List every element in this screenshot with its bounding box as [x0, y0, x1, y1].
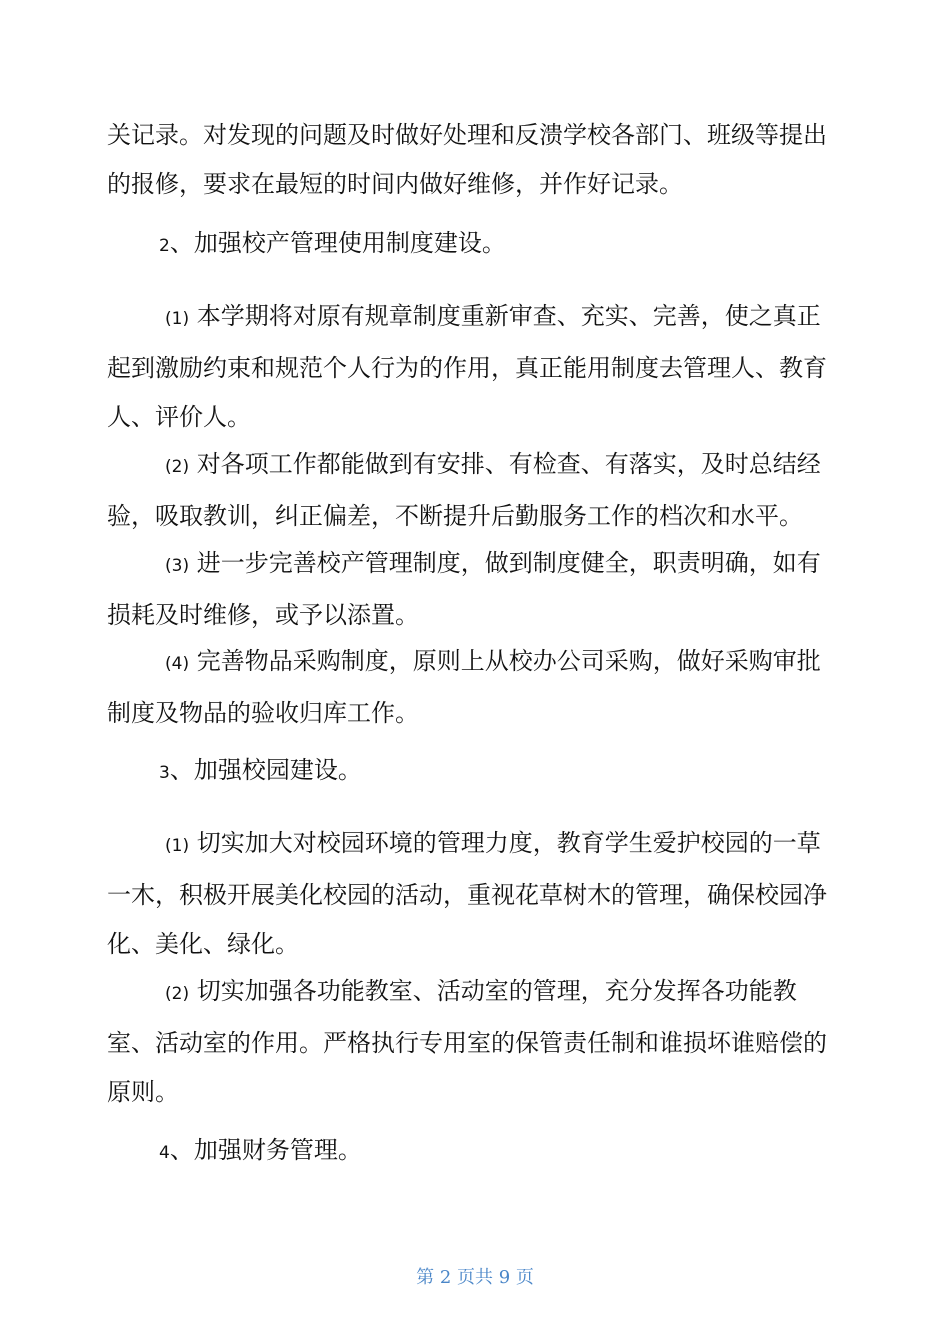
paragraph-text: 完善物品采购制度，原则上从校办公司采购，做好采购审批制度及物品的验收归库工作。 — [107, 647, 821, 727]
paragraph-text: 切实加大对校园环境的管理力度，教育学生爱护校园的一草一木，积极开展美化校园的活动，重视花草树木的管理，确保校园净化、美化、绿化。 — [107, 829, 827, 958]
item-number: (2) — [165, 984, 190, 1004]
section-number: 4 — [159, 1143, 170, 1163]
paragraph-continued-record — [107, 111, 835, 209]
paragraph-text: 切实加强各功能教室、活动室的管理，充分发挥各功能教室、活动室的作用。严格执行专用室的保管责任制和谁损坏谁赔偿的原则。 — [107, 977, 827, 1106]
paragraph-2-3 — [107, 539, 835, 640]
paragraph-2-2 — [107, 440, 835, 541]
section-heading-text: 、加强财务管理。 — [169, 1136, 362, 1164]
paragraph-text: 对各项工作都能做到有安排、有检查、有落实，及时总结经验，吸取教训，纠正偏差，不断提升后勤服务工作的档次和水平。 — [107, 450, 821, 530]
item-number: (4) — [165, 654, 190, 674]
paragraph-3-1 — [107, 819, 835, 969]
section-heading-text: 、加强校园建设。 — [169, 756, 362, 784]
section-heading-4 — [107, 1126, 835, 1178]
paragraph-2-4 — [107, 637, 835, 738]
paragraph-text: 关记录。对发现的问题及时做好处理和反溃学校各部门、班级等提出的报修，要求在最短的时间内做好维修，并作好记录。 — [107, 121, 827, 198]
item-number: (2) — [165, 457, 190, 477]
paragraph-2-1 — [107, 292, 835, 442]
section-heading-2 — [107, 219, 835, 271]
section-heading-text: 、加强校产管理使用制度建设。 — [169, 229, 506, 257]
section-number: 3 — [159, 763, 170, 783]
paragraph-3-2 — [107, 967, 835, 1117]
section-heading-3 — [107, 746, 835, 798]
paragraph-text: 本学期将对原有规章制度重新审查、充实、完善，使之真正起到激励约束和规范个人行为的作用，真正能用制度去管理人、教育人、评价人。 — [107, 302, 827, 431]
page-number-footer: 第 2 页共 9 页 — [416, 1267, 534, 1288]
section-number: 2 — [159, 236, 170, 256]
item-number: (1) — [165, 836, 190, 856]
item-number: (3) — [165, 556, 190, 576]
item-number: (1) — [165, 309, 190, 329]
paragraph-text: 进一步完善校产管理制度，做到制度健全，职责明确，如有损耗及时维修，或予以添置。 — [107, 549, 821, 629]
